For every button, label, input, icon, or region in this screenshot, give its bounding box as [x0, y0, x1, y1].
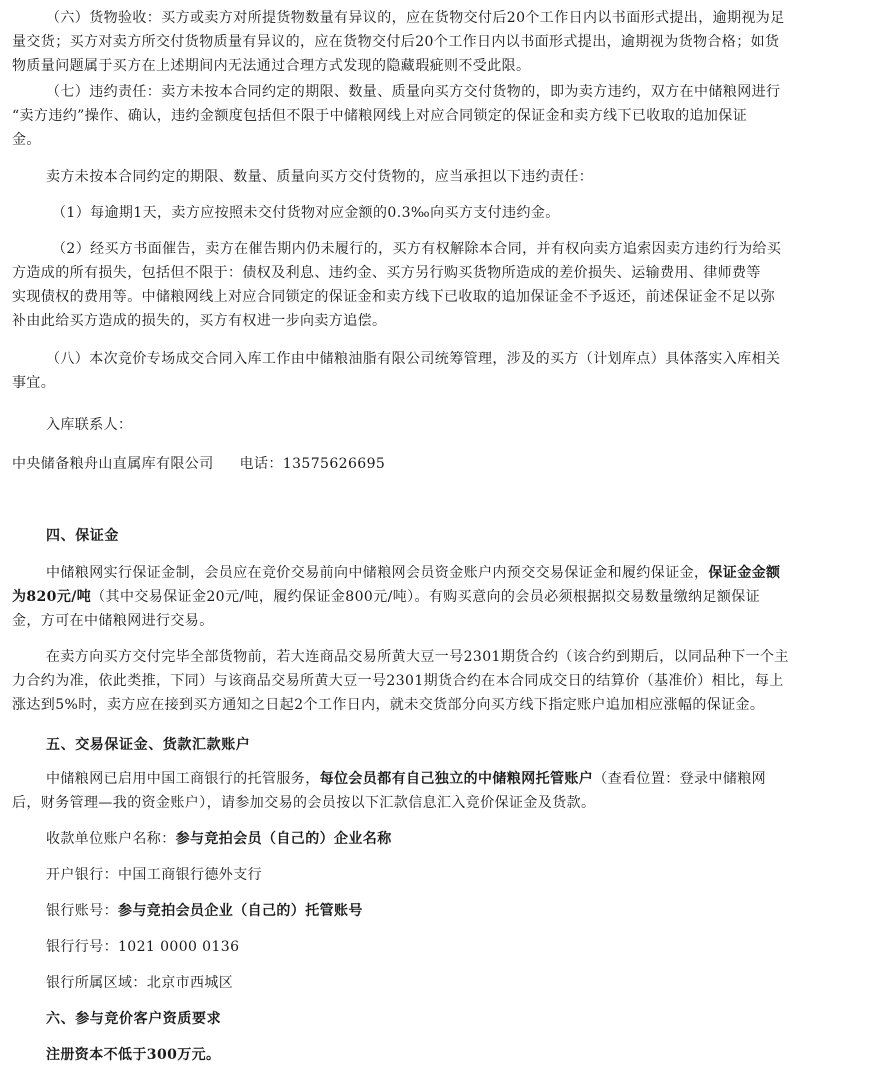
text-line: 开户银行：中国工商银行德外支行: [46, 867, 262, 883]
text-line: 量交货；买方对卖方所交付货物质量有异议的，应在货物交付后20个工作日内以书面形式提出，逾期视为货物合格；如货: [12, 34, 780, 50]
text-run: 中储粮网已启用中国工商银行的托管服务，: [46, 771, 320, 787]
field-label: 收款单位账户名称：: [46, 831, 176, 847]
text-run: （查看位置：登录中储粮网: [593, 771, 767, 787]
text-line: 补由此给买方造成的损失的，买方有权进一步向卖方追偿。: [12, 313, 387, 329]
text-line: 银行所属区域：北京市西城区: [46, 975, 234, 991]
text-line: 事宜。: [12, 375, 56, 391]
section-heading-remittance: 五、交易保证金、货款汇款账户: [46, 737, 251, 753]
text-run-bold: 每位会员都有自己独立的中储粮网托管账户: [319, 771, 594, 787]
bank-name: [12, 863, 874, 887]
seller-liability-intro: [12, 165, 874, 189]
text-line: [12, 561, 874, 585]
field-value: 参与竞拍会员（自己的）企业名称: [175, 831, 392, 847]
field-label: 银行账号：: [46, 903, 118, 919]
text-line: （2）经买方书面催告，卖方在催告期内仍未履行的，买方有权解除本合同，并有权向卖方追索因卖方违约行为给买: [52, 241, 782, 257]
text-line: 在卖方向买方交付完毕全部货物前，若大连商品交易所黄大豆一号2301期货合约（该合约到期后，以同品种下一个主: [46, 649, 789, 665]
liability-item-2: [12, 237, 874, 333]
text-line: 后，财务管理—我的资金账户），请参加交易的会员按以下汇款信息汇入竞价保证金及货款。: [12, 795, 596, 811]
text-line: 金，方可在中储粮网进行交易。: [12, 613, 214, 629]
text-run: （其中交易保证金20元/吨，履约保证金800元/吨）。有购买意向的会员必须根据拟交易数量缴纳足额保证: [91, 589, 761, 605]
contact-company: 中央储备粮舟山直属库有限公司: [12, 456, 214, 472]
text-line: （八）本次竞价专场成交合同入库工作由中储粮油脂有限公司统筹管理，涉及的买方（计划库点）具体落实入库相关: [46, 351, 781, 367]
text-line: [12, 767, 874, 791]
text-line: 方造成的所有损失，包括但不限于：债权及利息、违约金、买方另行购买货物所造成的差价损失、运输费用、律师费等: [12, 265, 761, 281]
liability-item-1: [12, 201, 874, 225]
deposit-paragraph-2: [12, 645, 874, 717]
remittance-paragraph: [12, 767, 874, 815]
text-line: [12, 585, 874, 609]
text-run-bold: 保证金金额: [708, 565, 781, 581]
bank-region: [12, 971, 874, 995]
qualification-requirement: [12, 1043, 874, 1067]
clause-breach-liability: [12, 80, 874, 152]
text-run-bold: 为820元/吨: [12, 589, 92, 605]
text-line: 实现债权的费用等。中储粮网线上对应合同锁定的保证金和卖方线下已收取的追加保证金不予返还，前述保证金不足以弥: [12, 289, 776, 305]
deposit-paragraph-1: [12, 561, 874, 633]
text-line: 入库联系人：: [46, 417, 133, 433]
text-line: 卖方未按本合同约定的期限、数量、质量向买方交付货物的，应当承担以下违约责任：: [46, 169, 594, 185]
text-line: （七）违约责任：卖方未按本合同约定的期限、数量、质量向买方交付货物的，即为卖方违约，双方在中储粮网进行: [46, 84, 781, 100]
clause-goods-acceptance: [12, 6, 874, 78]
text-line: [12, 899, 874, 923]
text-run: 中储粮网实行保证金制，会员应在竞价交易前向中储粮网会员资金账户内预交交易保证金和履约保证金，: [46, 565, 709, 581]
contact-label: [12, 413, 874, 437]
section-heading-deposit: 四、保证金: [46, 528, 119, 544]
text-line: 涨达到5%时，卖方应在接到买方通知之日起2个工作日内，就未交货部分向买方线下指定账户追加相应涨幅的保证金。: [12, 697, 765, 713]
text-line: （1）每逾期1天，卖方应按照未交付货物对应金额的0.3‰向买方支付违约金。: [52, 205, 560, 221]
text-line: [12, 452, 874, 476]
section-heading-qualification: 六、参与竞价客户资质要求: [46, 1011, 222, 1027]
clause-warehousing: [12, 347, 874, 395]
text-line: [12, 827, 874, 851]
bank-account: [12, 899, 874, 923]
text-line: 金。: [12, 132, 41, 148]
text-line: “卖方违约”操作、确认，违约金额度包括但不限于中储粮网线上对应合同锁定的保证金和卖方线下已收取的追加保证: [12, 108, 748, 124]
field-value: 参与竞拍会员企业（自己的）托管账号: [118, 903, 363, 919]
text-line: 力合约为准，依此类推，下同）与该商品交易所黄大豆一号2301期货合约在本合同成交日的结算价（基准价）相比，每上: [12, 673, 784, 689]
text-line: 银行行号：1021 0000 0136: [46, 939, 240, 955]
text-line: 物质量问题属于买方在上述期间内无法通过合理方式发现的隐藏瑕疵则不受此限。: [12, 58, 531, 74]
bank-code: [12, 935, 874, 959]
text-line: （六）货物验收：买方或卖方对所提货物数量有异议的，应在货物交付后20个工作日内以书面形式提出，逾期视为足: [46, 10, 785, 26]
contact-line: [12, 452, 874, 476]
contact-phone: 电话：13575626695: [239, 456, 386, 472]
text-line: 注册资本不低于300万元。: [46, 1047, 221, 1063]
payee-account-name: [12, 827, 874, 851]
